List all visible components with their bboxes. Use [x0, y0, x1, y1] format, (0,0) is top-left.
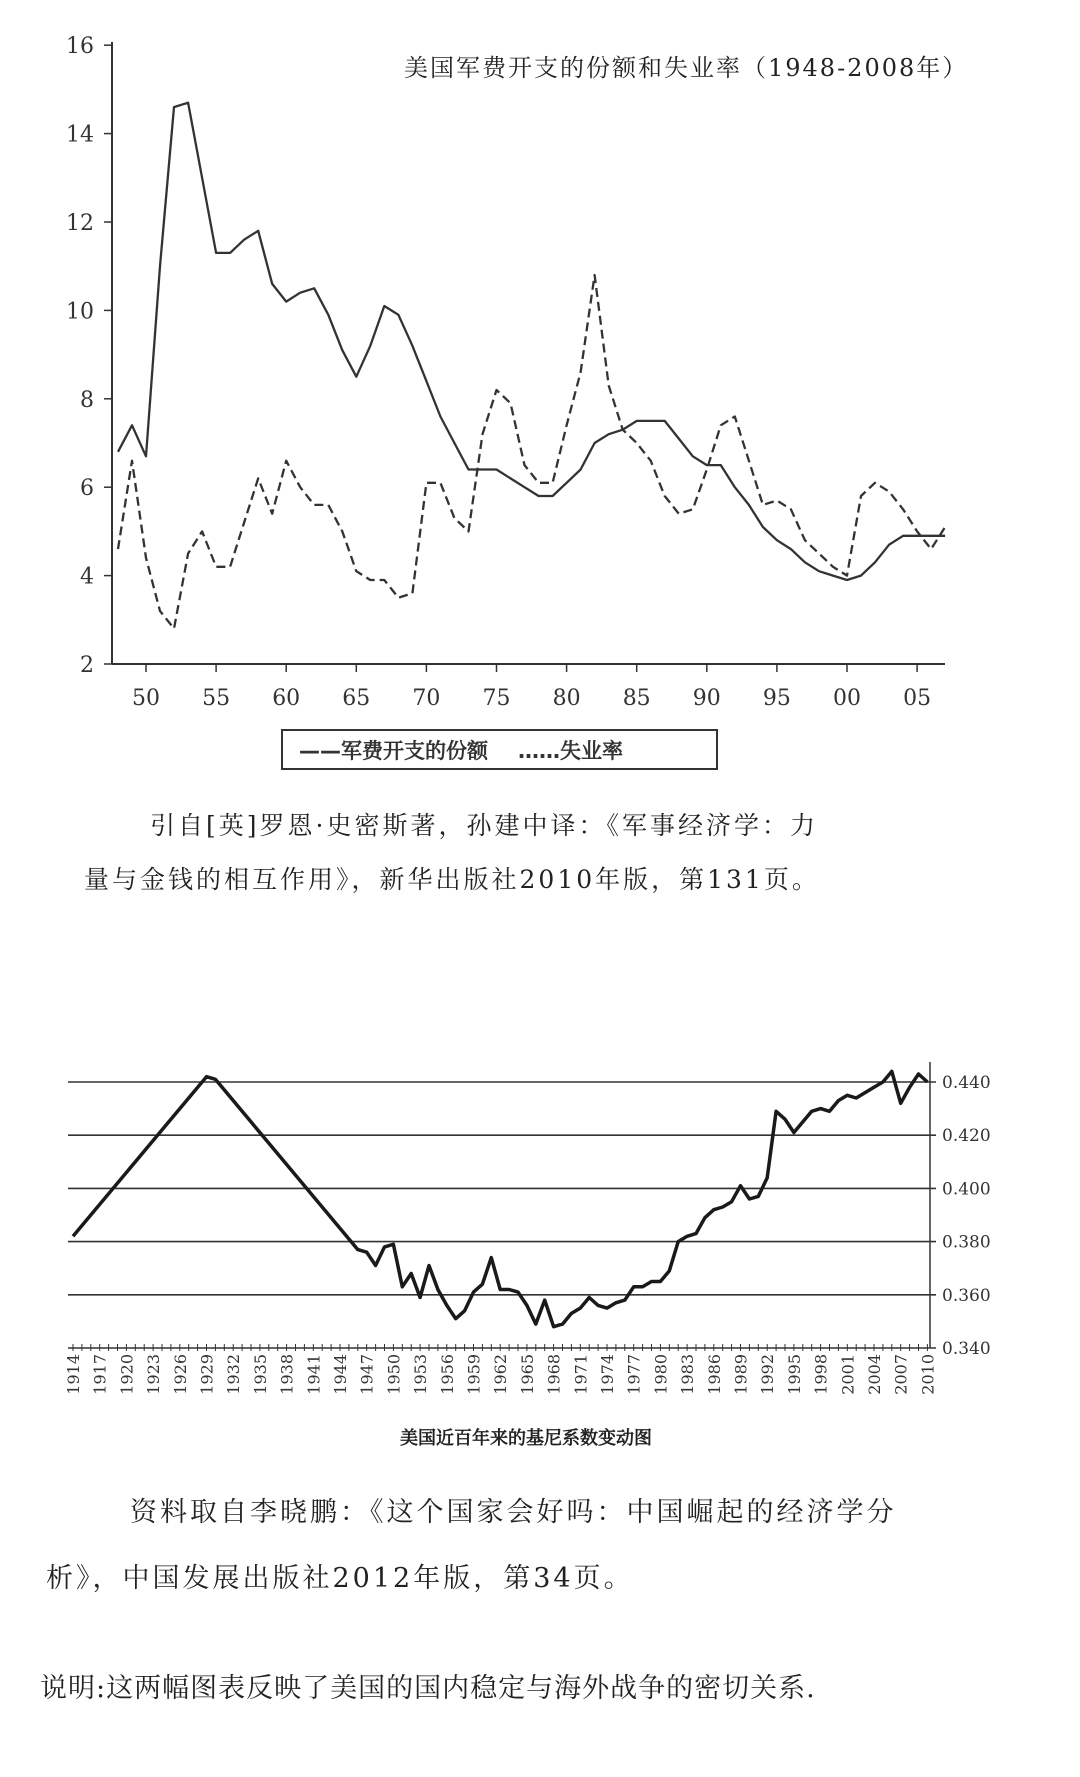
legend-unemployment: ……失业率	[518, 738, 623, 763]
x-tick-label: 2007	[891, 1354, 911, 1395]
x-tick-label: 1971	[571, 1354, 591, 1395]
x-tick-label: 1968	[544, 1354, 564, 1395]
x-tick-label: 95	[762, 686, 791, 711]
x-tick-label: 80	[552, 686, 581, 711]
x-tick-label: 1983	[678, 1354, 698, 1395]
x-tick-label: 2004	[865, 1354, 884, 1395]
x-tick-label: 1929	[197, 1354, 217, 1395]
x-tick-label: 05	[903, 686, 932, 711]
x-tick-label: 50	[132, 686, 160, 711]
x-tick-label: 1923	[144, 1354, 164, 1395]
x-tick-label: 1941	[304, 1354, 324, 1395]
x-tick-label: 55	[202, 686, 231, 711]
x-tick-label: 1947	[357, 1354, 377, 1395]
x-tick-label: 1920	[117, 1354, 137, 1395]
y-tick-label: 2	[80, 653, 94, 678]
x-tick-label: 1974	[598, 1354, 617, 1395]
source1-line2: 量与金钱的相互作用》，新华出版社2010年版，第131页。	[84, 865, 820, 894]
x-tick-label: 1914	[64, 1354, 83, 1395]
y-tick-label: 0.440	[942, 1073, 991, 1093]
x-tick-label: 1926	[170, 1354, 190, 1395]
x-tick-label: 1992	[758, 1354, 778, 1395]
x-tick-label: 1962	[491, 1354, 511, 1395]
x-tick-label: 65	[342, 686, 371, 711]
source1-line1: 引自[英]罗恩·史密斯著，孙建中译：《军事经济学：力	[150, 811, 818, 840]
chart1-title: 美国军费开支的份额和失业率（1948-2008年）	[404, 54, 969, 82]
x-tick-label: 75	[482, 686, 511, 711]
chart2-title: 美国近百年来的基尼系数变动图	[400, 1428, 652, 1449]
gini-line	[73, 1071, 927, 1326]
x-tick-label: 1932	[224, 1354, 244, 1395]
y-tick-label: 10	[66, 299, 94, 325]
x-tick-label: 90	[692, 686, 721, 711]
chart1-legend	[281, 729, 718, 770]
x-tick-label: 1950	[384, 1354, 404, 1395]
x-tick-label: 1953	[411, 1354, 431, 1395]
x-tick-label: 1959	[464, 1354, 484, 1395]
x-tick-label: 2001	[838, 1354, 858, 1395]
x-tick-label: 1944	[331, 1354, 350, 1395]
y-tick-label: 0.340	[942, 1339, 991, 1359]
x-tick-label: 1935	[250, 1354, 270, 1395]
source2-line2: 析》，中国发展出版社2012年版，第34页。	[46, 1563, 634, 1594]
source2-line1: 资料取自李晓鹏：《这个国家会好吗：中国崛起的经济学分	[130, 1497, 897, 1528]
x-tick-label: 1980	[651, 1354, 671, 1395]
x-tick-label: 60	[272, 686, 301, 711]
x-tick-label: 1995	[784, 1354, 804, 1395]
x-tick-label: 1986	[704, 1354, 724, 1395]
x-tick-label: 1917	[90, 1354, 110, 1395]
y-tick-label: 0.400	[942, 1179, 991, 1200]
y-tick-label: 6	[80, 476, 94, 502]
y-tick-label: 4	[80, 564, 94, 590]
x-tick-label: 2010	[918, 1354, 938, 1395]
y-tick-label: 12	[66, 211, 94, 236]
y-tick-label: 0.380	[942, 1232, 991, 1253]
x-tick-label: 1998	[811, 1354, 831, 1395]
y-tick-label: 0.420	[942, 1126, 991, 1147]
note: 说明:这两幅图表反映了美国的国内稳定与海外战争的密切关系.	[40, 1673, 816, 1704]
x-tick-label: 1977	[624, 1354, 644, 1395]
x-tick-label: 1965	[517, 1354, 537, 1395]
y-tick-label: 14	[66, 122, 94, 148]
x-tick-label: 70	[412, 686, 441, 711]
x-tick-label: 1989	[731, 1354, 751, 1395]
x-tick-label: 1938	[277, 1354, 297, 1395]
y-tick-label: 8	[80, 387, 94, 413]
y-tick-label: 0.360	[942, 1285, 991, 1306]
x-tick-label: 85	[622, 686, 651, 711]
x-tick-label: 1956	[437, 1354, 457, 1395]
x-tick-label: 00	[833, 686, 861, 711]
legend-military-spending: ——军费开支的份额	[299, 738, 488, 763]
y-tick-label: 16	[66, 34, 94, 60]
